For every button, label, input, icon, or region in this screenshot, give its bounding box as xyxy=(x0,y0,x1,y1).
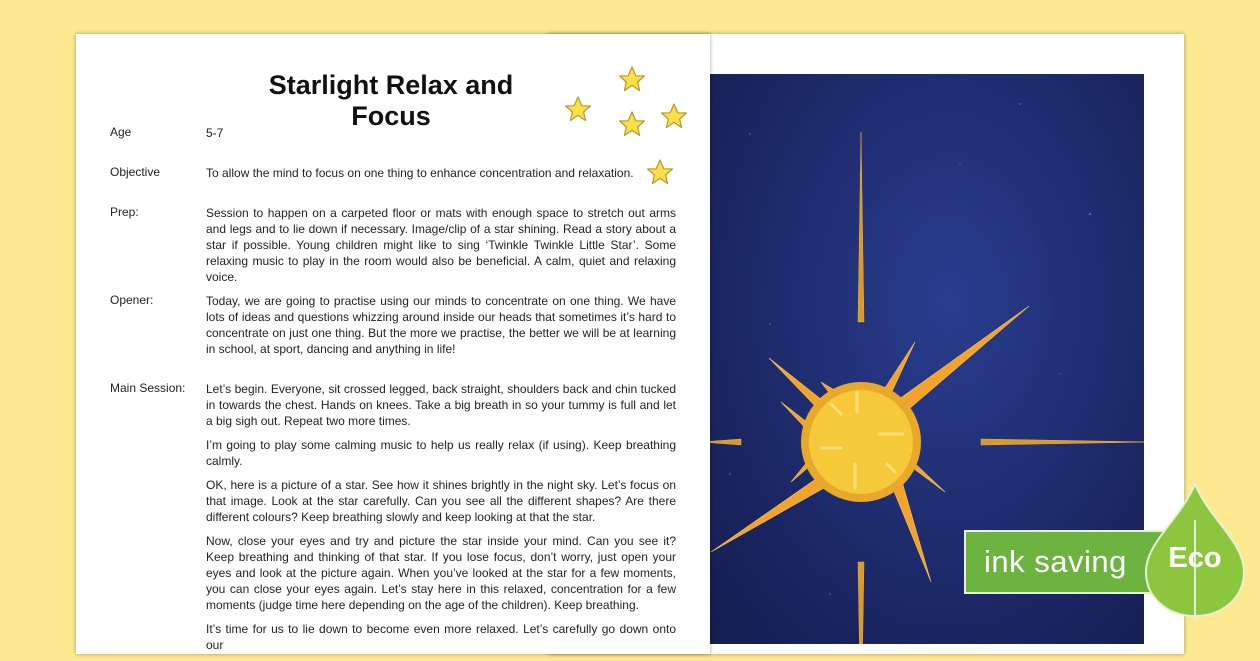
main-session-paragraph: I’m going to play some calming music to help us really relax (if using). Keep breathing calmly. xyxy=(206,438,676,468)
age-text: 5-7 xyxy=(206,126,224,140)
main-session-value xyxy=(206,381,676,661)
ink-saving-label: ink saving xyxy=(984,544,1127,579)
page-title: Starlight Relax and Focus xyxy=(268,70,514,131)
objective-text: To allow the mind to focus on one thing to enhance concentration and relaxation. xyxy=(206,166,634,180)
main-session-paragraph: Let’s begin. Everyone, sit crossed legged, back straight, shoulders back and chin tucked in towards the chest. Hands on knees. Take a big breath in so your tummy is full and let a big sigh out. Repeat two more times. xyxy=(206,382,676,428)
ink-saving-badge xyxy=(964,530,1164,594)
opener-value xyxy=(206,293,676,365)
eco-label: Eco xyxy=(1168,542,1222,574)
opener-label: Opener: xyxy=(110,293,154,307)
opener-text: Today, we are going to practise using our minds to concentrate on one thing. We have lots of ideas and questions whizzing around inside our heads that sometimes it’s hard to concentrate on just one thing. But the more we practise, the better we will be at learning in school, at sport, dancing and anything in life! xyxy=(206,294,676,356)
objective-value xyxy=(206,165,676,189)
activity-sheet xyxy=(76,34,710,654)
prep-text: Session to happen on a carpeted floor or mats with enough space to stretch out arms and legs and to lie down if necessary. Image/clip of a star shining. Read a story about a star if possible. Young children might like to sing ‘Twinkle Twinkle Little Star’. Some relaxing music to play in the room would also be beneficial. A calm, quiet and relaxing voice. xyxy=(206,206,676,284)
main-session-label: Main Session: xyxy=(110,381,186,395)
main-session-paragraph: OK, here is a picture of a star. See how it shines brightly in the night sky. Let’s focus on that image. Look at the star carefully. Can you see all the different shapes? Are there different colours? Keep breathing slowly and keep looking at that the star. xyxy=(206,478,676,524)
age-label: Age xyxy=(110,125,132,139)
prep-label: Prep: xyxy=(110,205,139,219)
prep-value xyxy=(206,205,676,293)
main-session-paragraph: Now, close your eyes and try and picture the star inside your mind. Can you see it? Keep breathing and thinking of that star. If you lose focus, don’t worry, just open your eyes and look at the picture again. When you’ve looked at the star for a few moments, you can close your eyes again. Let’s stay here in this relaxed, concentration for a few moments (judge time here depending on the age of the children). Keep breathing. xyxy=(206,534,676,612)
age-value xyxy=(206,125,676,149)
main-session-paragraph: It’s time for us to lie down to become even more relaxed. Let’s carefully go down onto our xyxy=(206,622,676,652)
objective-label: Objective xyxy=(110,165,161,179)
